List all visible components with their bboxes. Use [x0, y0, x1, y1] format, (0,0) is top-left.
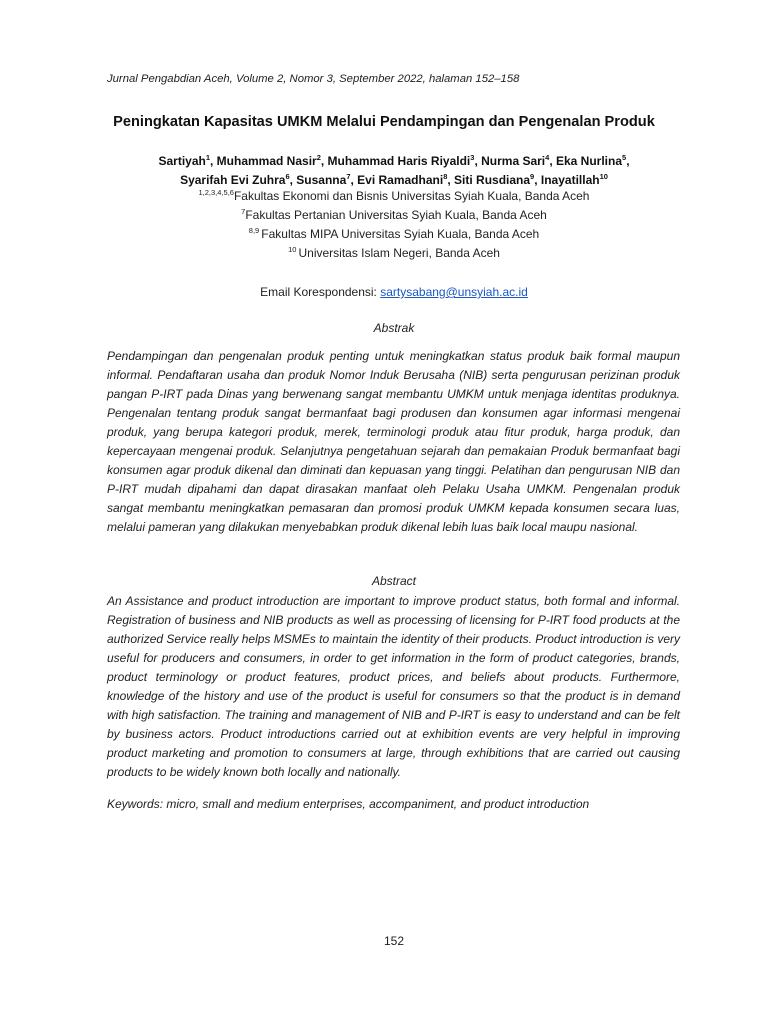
abstract-heading: Abstract: [371, 574, 416, 588]
abstrak-body: Pendampingan dan pengenalan produk penting untuk meningkatkan status produk baik formal maupun informal. Pendaftaran usaha dan produk Nomor Induk Berusaha (NIB) serta pengurusan perizinan produk pangan P-IRT pada Dinas yang berwenang sangat membantu UMKM untuk menjaga identitas produknya. Pengenalan tentang produk sangat bermanfaat bagi produsen dan konsumen agar informasi mengenai produk, yang berupa kategori produk, merek, terminologi produk atau fitur produk, harga produk, dan kepercayaan mengenai produk. Selanjutnya pengetahuan sejarah dan pemakaian Produk bermanfaat bagi konsumen agar produk dikenal dan diminati dan kepuasan yang tinggi. Pelatihan dan pengurusan NIB dan P-IRT mudah dipahami dan dapat dirasakan manfaat oleh Pelaku Usaha UMKM. Pengenalan produk sangat membantu meningkatkan pemasaran dan promosi produk UMKM kepada konsumen secara luas, melalui pameran yang dilakukan menyebabkan produk dikenal lebih luas baik local maupu nasional.: [107, 349, 680, 534]
affiliation-text: Fakultas Ekonomi dan Bisnis Universitas Syiah Kuala, Banda Aceh: [233, 189, 590, 203]
affiliation-4: [0, 246, 768, 260]
author-name: Muhammad Nasir: [216, 154, 317, 168]
affiliation-mark: 10: [288, 245, 299, 254]
author-line-1: Sartiyah$^1$, Muhammad Nasir$^2$, Muhammad Haris Riyaldi$^3$, Nurma Sari$^4$, Eka Nurlina$^5$,: [158, 153, 630, 168]
author-affiliation-mark: 10: [599, 172, 608, 181]
author-name: Eka Nurlina: [555, 154, 623, 168]
author-affiliation-mark: 8: [443, 172, 448, 181]
author-affiliation-mark: 3: [470, 153, 475, 162]
affiliation-text: Fakultas Pertanian Universitas Syiah Kuala, Banda Aceh: [245, 208, 547, 222]
author-affiliation-mark: 7: [346, 172, 351, 181]
author-name: Syarifah Evi Zuhra: [180, 173, 286, 187]
abstract-body: An Assistance and product introduction are important to improve product status, both formal and informal. Registration of business and NIB products as well as processing of licensing for P-IRT food products at the authorized Service really helps MSMEs to maintain the identity of their products. Product introduction is very useful for producers and consumers, in order to get information in the form of product categories, brands, product terminology or product features, product prices, and beliefs about products. Furthermore, knowledge of the history and use of the product is useful for consumers so that the product is in demand with high satisfaction. The training and management of NIB and P-IRT is easy to understand and can be felt by business actors. Product introductions carried out at exhibition events are very helpful in improving product marketing and promotion to consumers at large, through exhibitions that are carried out causing products to be widely known both locally and nationally.: [107, 594, 680, 779]
affiliation-mark: 7: [241, 207, 246, 216]
paper-title: Peningkatan Kapasitas UMKM Melalui Pendampingan dan Pengenalan Produk: [113, 114, 655, 130]
author-line-2: Syarifah Evi Zuhra$^6$, Susanna$^7$, Evi Ramadhani$^8$, Siti Rusdiana$^9$, Inayatillah$^{10}$: [180, 172, 608, 187]
affiliation-text: Universitas Islam Negeri, Banda Aceh: [298, 246, 500, 260]
correspondence-email: [0, 285, 768, 299]
author-affiliation-mark: 5: [622, 153, 627, 162]
author-name: Evi Ramadhani: [357, 173, 444, 187]
affiliation-2: [0, 208, 768, 222]
affiliation-mark: 1,2,3,4,5,6: [198, 188, 234, 197]
affiliation-1: [0, 189, 768, 203]
author-name: Muhammad Haris Riyaldi: [327, 154, 471, 168]
affiliation-text: Fakultas MIPA Universitas Syiah Kuala, Banda Aceh: [261, 227, 540, 241]
email-link[interactable]: sartysabang@unsyiah.ac.id: [380, 285, 528, 299]
author-name: Inayatillah: [540, 173, 600, 187]
author-affiliation-mark: 4: [545, 153, 550, 162]
keywords: Keywords: micro, small and medium enterprises, accompaniment, and product introduction: [107, 797, 590, 811]
affiliation-mark: 8,9: [248, 226, 262, 235]
author-affiliation-mark: 6: [285, 172, 290, 181]
author-affiliation-mark: 2: [316, 153, 321, 162]
abstrak-heading: Abstrak: [373, 321, 415, 335]
running-head: Jurnal Pengabdian Aceh, Volume 2, Nomor 3, September 2022, halaman 152–158: [107, 73, 520, 85]
page-number: 152: [383, 934, 405, 948]
author-name: Susanna: [296, 173, 347, 187]
author-name: Siti Rusdiana: [454, 173, 531, 187]
author-affiliation-mark: 9: [530, 172, 535, 181]
author-name: Nurma Sari: [481, 154, 546, 168]
author-list: [0, 152, 768, 190]
affiliation-3: [0, 227, 768, 241]
email-label: Email Korespondensi:: [260, 285, 381, 299]
author-name: Sartiyah: [158, 154, 206, 168]
author-affiliation-mark: 1: [205, 153, 210, 162]
